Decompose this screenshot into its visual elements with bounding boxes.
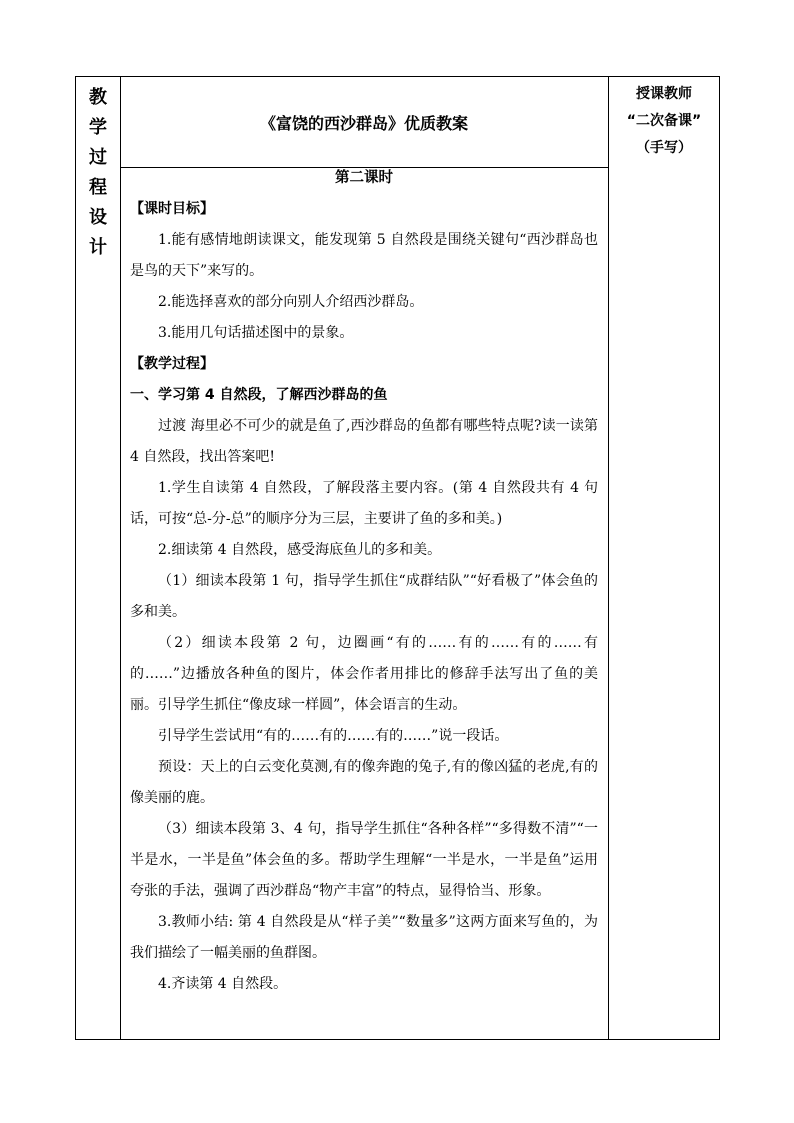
lesson-title: 第二课时	[335, 170, 393, 186]
teacher-header-line: “二次备课”	[626, 113, 702, 129]
paragraph: 1.学生自读第 4 自然段，了解段落主要内容。(第 4 自然段共有 4 句话，可按“总-分-总”的顺序分为三层，主要讲了鱼的多和美。)	[130, 480, 598, 527]
paragraph: 3.教师小结: 第 4 自然段是从“样子美”“数量多”这两方面来写鱼的，为我们描绘了一幅美丽的鱼群图。	[130, 914, 598, 961]
paragraph: 过渡 海里必不可少的就是鱼了,西沙群岛的鱼都有哪些特点呢?读一读第 4 自然段，找出答案吧!	[130, 418, 598, 465]
paragraph: （2）细读本段第 2 句，边圈画“有的……有的……有的……有的……”边播放各种鱼的图片，体会作者用排比的修辞手法写出了鱼的美丽。引导学生抓住“像皮球一样圆”，体会语言的生动。	[130, 635, 598, 713]
section-heading: 【课时目标】	[130, 201, 214, 217]
side-label-char: 过	[89, 147, 107, 168]
side-label-char: 教	[89, 87, 107, 108]
document-title: 《富饶的西沙群岛》优质教案	[259, 113, 468, 133]
side-label	[76, 77, 120, 263]
paragraph: 2.能选择喜欢的部分向别人介绍西沙群岛。	[158, 294, 424, 310]
paragraph: 4.齐读第 4 自然段。	[158, 976, 288, 992]
teacher-header-line: 授课教师	[636, 86, 692, 102]
lesson-content	[120, 167, 608, 1000]
section-heading: 一、学习第 4 自然段，了解西沙群岛的鱼	[130, 387, 388, 403]
side-label-char: 计	[89, 237, 107, 258]
paragraph: 预设：天上的白云变化莫测,有的像奔跑的兔子,有的像凶猛的老虎,有的像美丽的鹿。	[130, 759, 598, 806]
side-label-char: 设	[89, 207, 107, 228]
teacher-header-line: （手写）	[636, 140, 692, 156]
paragraph: （1）细读本段第 1 句，指导学生抓住“成群结队”“好看极了”体会鱼的多和美。	[130, 573, 598, 620]
lesson-plan-table	[75, 76, 720, 1040]
side-label-char: 学	[89, 117, 107, 138]
side-label-char: 程	[89, 177, 107, 198]
paragraph: （3）细读本段第 3、4 句，指导学生抓住“各种各样”“多得数不清”“一半是水，一半是鱼”体会鱼的多。帮助学生理解“一半是水，一半是鱼”运用夸张的手法，强调了西沙群岛“物产丰富”的特点，显得恰当、形象。	[130, 821, 598, 899]
paragraph: 引导学生尝试用“有的……有的……有的……”说一段话。	[158, 728, 509, 744]
paragraph: 3.能用几句话描述图中的景象。	[158, 325, 354, 341]
column-divider-right	[608, 77, 609, 1039]
paragraph: 2.细读第 4 自然段，感受海底鱼儿的多和美。	[158, 542, 442, 558]
paragraph: 1.能有感情地朗读课文，能发现第 5 自然段是围绕关键句“西沙群岛也是鸟的天下”来写的。	[130, 232, 598, 279]
section-heading: 【教学过程】	[130, 356, 214, 372]
teacher-notes-header	[608, 77, 720, 162]
